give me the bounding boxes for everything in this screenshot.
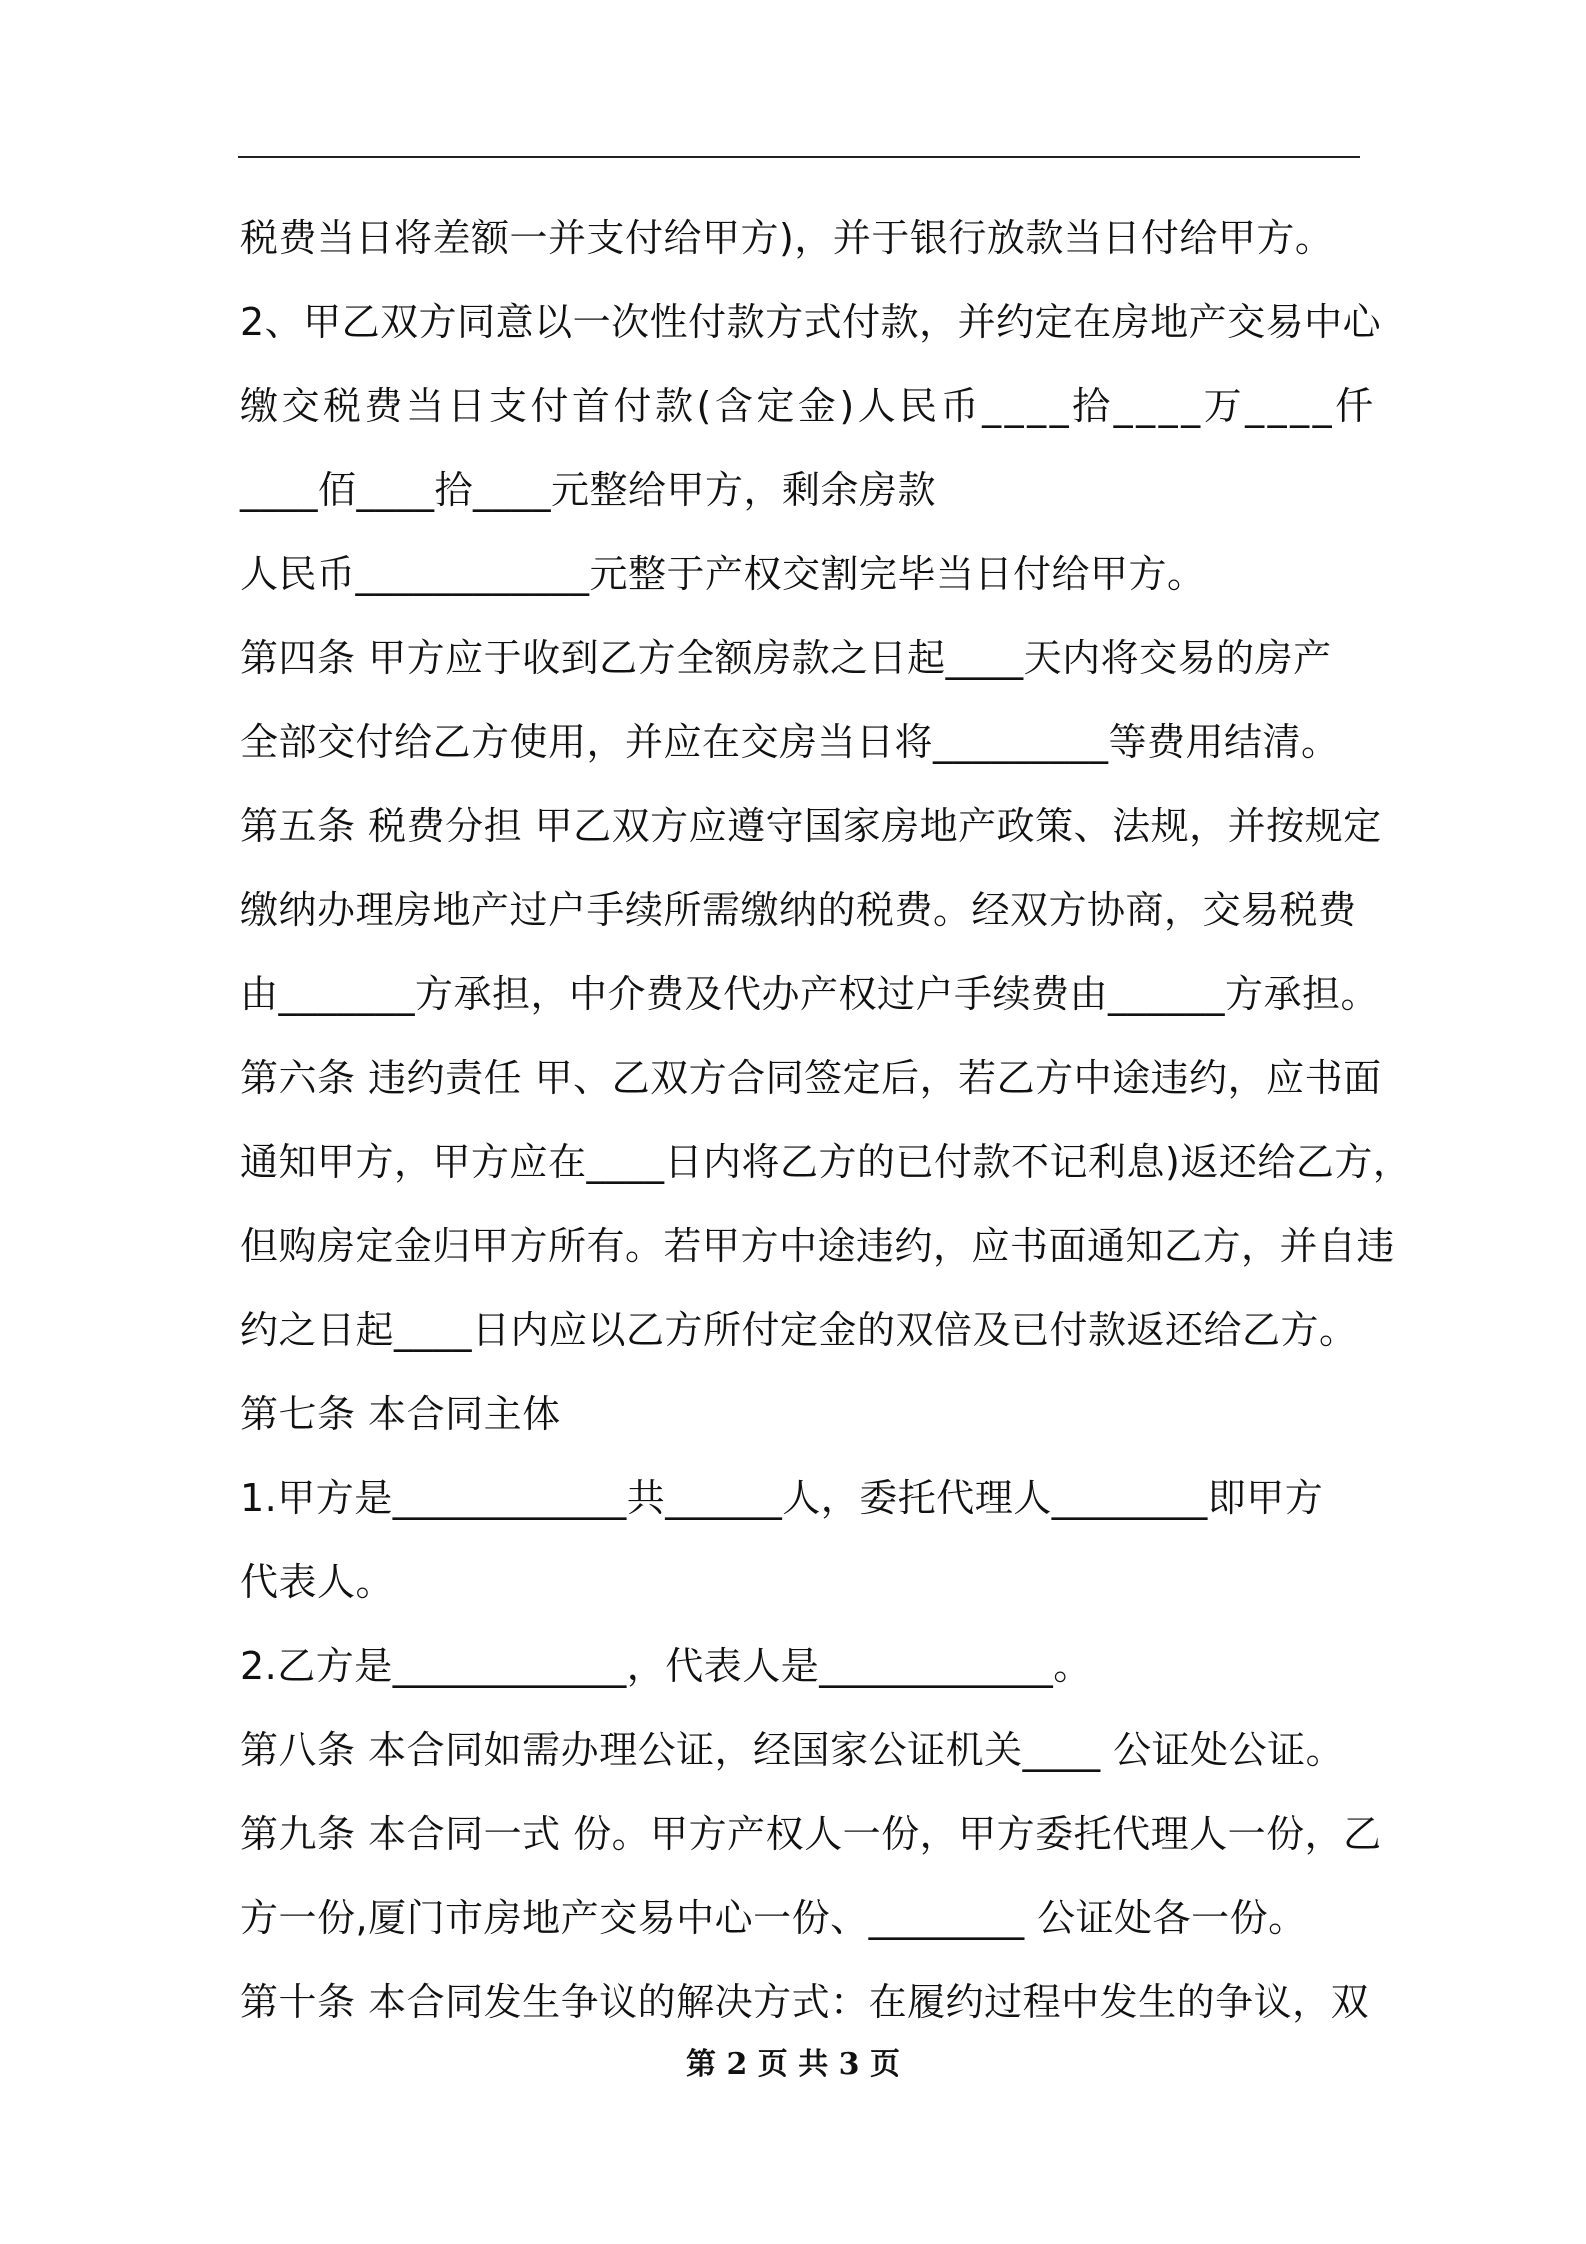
text-line: 由_______方承担，中介费及代办产权过户手续费由______方承担。	[240, 972, 1380, 1016]
text-line: 但购房定金归甲方所有。若甲方中途违约，应书面通知乙方，并自违	[240, 1224, 1396, 1268]
text-line: 缴交税费当日支付首付款(含定金)人民币____拾____万____仟	[240, 384, 1377, 428]
text-line: 第五条 税费分担 甲乙双方应遵守国家房地产政策、法规，并按规定	[240, 804, 1382, 848]
text-line: 第八条 本合同如需办理公证，经国家公证机关____ 公证处公证。	[240, 1728, 1345, 1772]
text-line: ____佰____拾____元整给甲方，剩余房款	[240, 468, 937, 512]
text-line: 全部交付给乙方使用，并应在交房当日将_________等费用结清。	[240, 720, 1340, 764]
text-line: 2.乙方是____________，代表人是____________。	[240, 1644, 1092, 1688]
text-line: 第九条 本合同一式 份。甲方产权人一份，甲方委托代理人一份，乙	[240, 1812, 1382, 1856]
text-line: 人民币____________元整于产权交割完毕当日付给甲方。	[240, 552, 1206, 596]
text-line: 缴纳办理房地产过户手续所需缴纳的税费。经双方协商，交易税费	[240, 888, 1357, 932]
text-line: 代表人。	[240, 1560, 395, 1604]
page-number-footer: 第 2 页 共 3 页	[686, 2047, 900, 2082]
text-line: 税费当日将差额一并支付给甲方)，并于银行放款当日付给甲方。	[240, 216, 1334, 260]
header-rule	[238, 156, 1360, 158]
text-line: 方一份,厦门市房地产交易中心一份、________ 公证处各一份。	[240, 1896, 1307, 1940]
text-line: 2、甲乙双方同意以一次性付款方式付款，并约定在房地产交易中心	[240, 300, 1382, 344]
text-line: 约之日起____日内应以乙方所付定金的双倍及已付款返还给乙方。	[240, 1308, 1358, 1352]
text-line: 通知甲方，甲方应在____日内将乙方的已付款不记利息)返还给乙方，	[240, 1140, 1412, 1184]
text-line: 第六条 违约责任 甲、乙双方合同签定后，若乙方中途违约，应书面	[240, 1056, 1382, 1100]
text-line: 第四条 甲方应于收到乙方全额房款之日起____天内将交易的房产	[240, 636, 1332, 680]
text-line: 1.甲方是____________共______人，委托代理人________即甲方	[240, 1476, 1324, 1520]
text-line: 第七条 本合同主体	[240, 1392, 561, 1436]
text-line: 第十条 本合同发生争议的解决方式：在履约过程中发生的争议，双	[240, 1980, 1370, 2024]
contract-body	[240, 196, 1412, 2044]
